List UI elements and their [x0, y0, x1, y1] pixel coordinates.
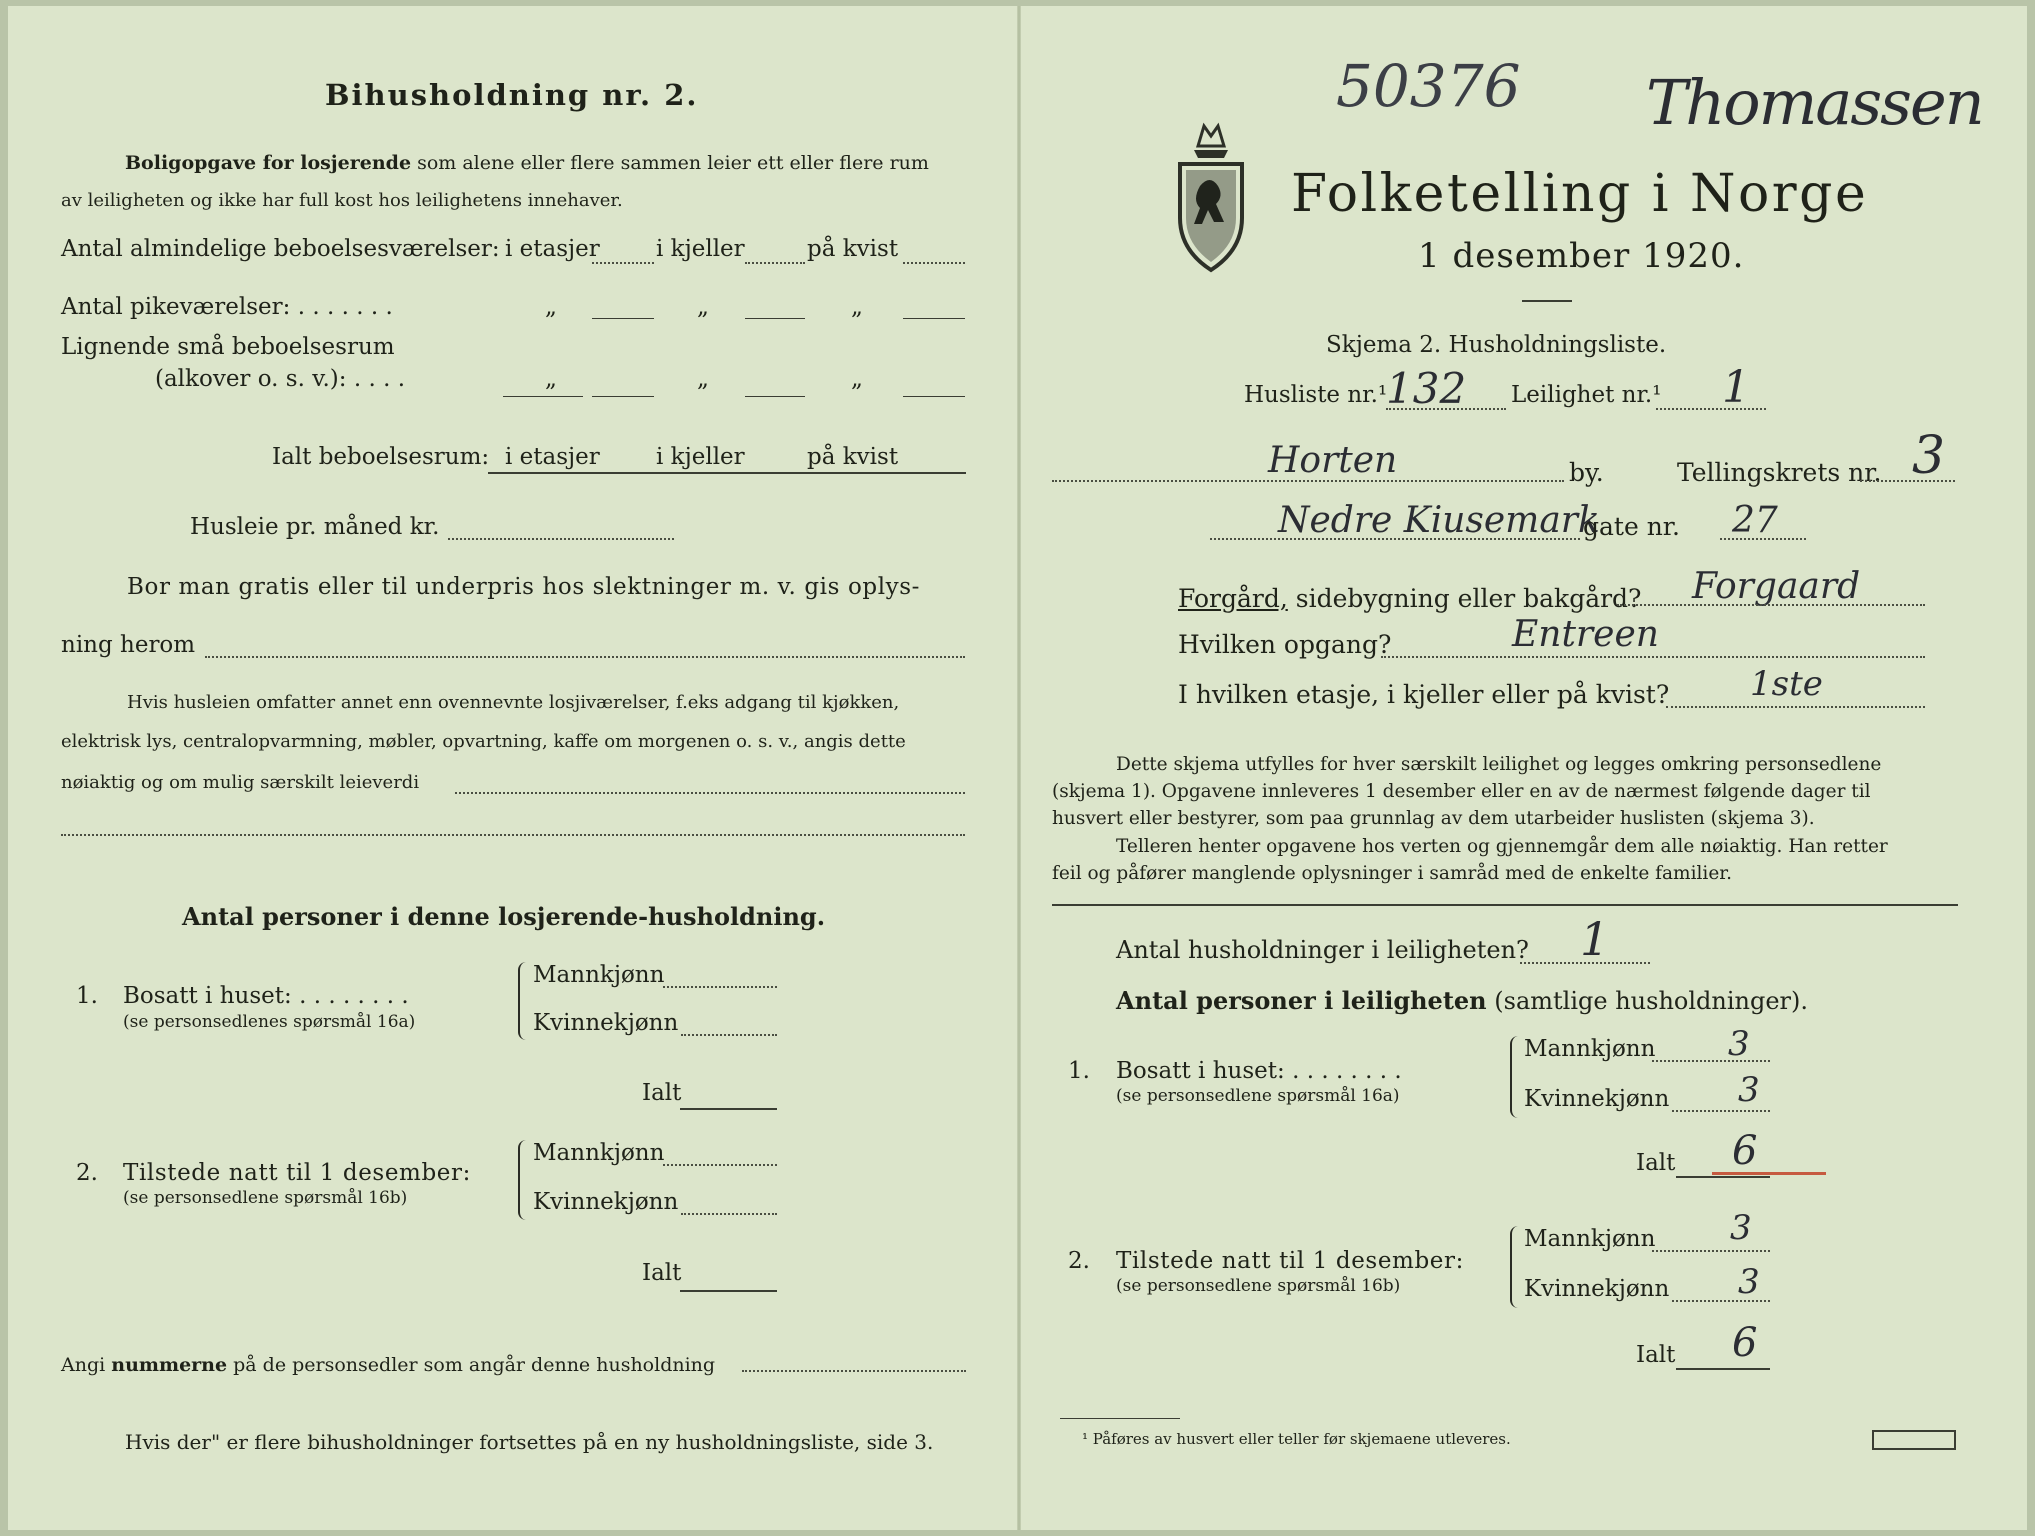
ialt-rooms-underline: [488, 472, 966, 474]
right-date: 1 desember 1920.: [1418, 236, 1745, 276]
street-value: Nedre Kiusemark: [1278, 500, 1600, 541]
small-ditto-2: „: [697, 366, 709, 392]
right-q1-kvinne-field: [1672, 1110, 1770, 1112]
right-q2-kvinne-field: [1672, 1300, 1770, 1302]
angi-line: [61, 1354, 715, 1376]
left-intro-rest: som alene eller flere sammen leier ett eller flere rum: [417, 152, 929, 174]
right-q1-mann-value: 3: [1728, 1024, 1750, 1064]
left-q2-kvinne-label: Kvinnekjønn: [533, 1189, 679, 1215]
forgaard-line: [1178, 584, 1641, 613]
ialt-kvist-label: på kvist: [807, 444, 899, 470]
opgang-value: Entreen: [1512, 614, 1659, 655]
extra-line2: elektrisk lys, centralopvarmning, møbler, opvartning, kaffe om morgenen o. s. v., angis dette: [61, 731, 906, 752]
hush-field: [1520, 962, 1650, 964]
red-pencil-underline: [1712, 1172, 1826, 1175]
left-q2-mann-label: Mannkjønn: [533, 1140, 665, 1166]
skjema-line: [1326, 332, 1666, 358]
left-q2-mann-field: [663, 1164, 777, 1166]
left-persons-heading: Antal personer i denne losjerende-husholdning.: [182, 902, 826, 931]
page-fold: [1017, 6, 1021, 1530]
hush-label: Antal husholdninger i leiligheten?: [1116, 936, 1529, 964]
rooms-etasjer-label: i etasjer: [505, 236, 600, 262]
pike-field-3: [903, 318, 965, 319]
right-q2-kvinne-value: 3: [1738, 1262, 1760, 1302]
instructions-rule: [1052, 904, 1958, 906]
rent-label: Husleie pr. måned kr.: [190, 514, 440, 540]
small-rooms-label: Lignende små beboelsesrum: [61, 334, 395, 360]
left-q1-kvinne-field: [681, 1034, 777, 1036]
left-q2-ialt-field: [680, 1290, 777, 1292]
left-title: Bihusholdning nr. 2.: [325, 78, 699, 112]
right-q2-mann-value: 3: [1730, 1208, 1752, 1248]
handwritten-name: Thomassen: [1646, 66, 1983, 139]
right-q1-mann-label: Mannkjønn: [1524, 1036, 1656, 1062]
right-q1-mann-field: [1652, 1060, 1770, 1062]
extra-field: [455, 792, 965, 794]
small-field-0: [503, 396, 583, 397]
skjema-number: 2.: [1419, 332, 1442, 358]
small-field-2: [745, 396, 805, 397]
right-q1-kvinne-label: Kvinnekjønn: [1524, 1086, 1670, 1112]
forgaard-rest: sidebygning eller bakgård?: [1295, 584, 1642, 613]
right-q2-label: Tilstede natt til 1 desember:: [1116, 1248, 1464, 1274]
left-q2-brace: [518, 1140, 528, 1220]
left-q2-kvinne-field: [681, 1213, 777, 1215]
footnote-rule: [1060, 1418, 1180, 1419]
printer-stamp: [1872, 1430, 1956, 1450]
forgaard-field: [1617, 604, 1925, 606]
instr1-line3: husvert eller bestyrer, som paa grunnlag av dem utarbeider huslisten (skjema 3).: [1052, 808, 1815, 829]
etasje-label: I hvilken etasje, i kjeller eller på kvist?: [1178, 680, 1670, 709]
leilighet-value: 1: [1722, 362, 1750, 413]
gratis-line1: Bor man gratis eller til underpris hos slektninger m. v. gis oplys-: [127, 574, 921, 600]
city-field: [1052, 480, 1564, 482]
angi-field: [742, 1370, 966, 1372]
krets-field: [1860, 480, 1955, 482]
rooms-kjeller-field: [745, 262, 805, 264]
instr2-line1: Telleren henter opgavene hos verten og gjennemgår dem alle nøiaktig. Han retter: [1116, 836, 1888, 857]
gratis-line2: ning herom: [61, 632, 196, 658]
ialt-rooms-label: Ialt beboelsesrum:: [272, 444, 490, 470]
pike-label: Antal pikeværelser: . . . . . . .: [61, 294, 393, 320]
small-rooms-sub: (alkover o. s. v.): . . . .: [155, 366, 406, 392]
left-q1-kvinne-label: Kvinnekjønn: [533, 1010, 679, 1036]
gate-label: gate nr.: [1583, 512, 1680, 541]
pike-ditto-1: „: [545, 294, 557, 320]
skjema-label: Skjema: [1326, 332, 1412, 358]
left-q1-sub: (se personsedlenes spørsmål 16a): [123, 1012, 416, 1032]
left-q1-num: 1.: [76, 983, 98, 1009]
husliste-label: Husliste nr.¹: [1244, 382, 1388, 408]
extra-field-2: [61, 834, 965, 836]
small-field-1: [592, 396, 654, 397]
angi-rest: på de personsedler som angår denne husholdning: [233, 1354, 716, 1376]
left-q1-ialt-label: Ialt: [642, 1080, 682, 1106]
gate-field: [1720, 538, 1806, 540]
right-q2-sub: (se personsedlene spørsmål 16b): [1116, 1276, 1401, 1296]
ialt-kjeller-label: i kjeller: [656, 444, 745, 470]
left-intro: [125, 152, 929, 174]
leilighet-field: [1656, 408, 1766, 410]
right-q1-brace: [1510, 1036, 1520, 1118]
gate-value: 27: [1732, 500, 1778, 541]
left-q1-mann-label: Mannkjønn: [533, 962, 665, 988]
right-q1-ialt-label: Ialt: [1636, 1150, 1676, 1176]
krets-value: 3: [1912, 426, 1946, 486]
ialt-etasjer-label: i etasjer: [505, 444, 600, 470]
pike-ditto-3: „: [851, 294, 863, 320]
opgang-field: [1381, 656, 1925, 658]
right-q2-kvinne-label: Kvinnekjønn: [1524, 1276, 1670, 1302]
krets-label: Tellingskrets nr.: [1677, 458, 1882, 487]
small-ditto-0: „: [545, 366, 557, 392]
rooms-kvist-label: på kvist: [807, 236, 899, 262]
stamp-number: 50376: [1336, 52, 1521, 120]
right-q2-brace: [1510, 1226, 1520, 1308]
left-intro-bold: Boligopgave for losjerende: [125, 152, 412, 174]
pike-field-2: [745, 318, 805, 319]
left-q2-num: 2.: [76, 1160, 98, 1186]
right-q2-num: 2.: [1068, 1248, 1090, 1274]
right-title: Folketelling i Norge: [1291, 164, 1869, 224]
extra-line3: nøiaktig og om mulig særskilt leieverdi: [61, 772, 420, 793]
pike-field-1: [592, 318, 654, 319]
hush-value: 1: [1580, 912, 1610, 966]
right-q1-ialt-field: [1676, 1176, 1770, 1178]
small-field-3: [903, 396, 965, 397]
extra-line1: Hvis husleien omfatter annet enn ovennevnte losjiværelser, f.eks adgang til kjøkken,: [127, 692, 900, 713]
right-q1-kvinne-value: 3: [1738, 1070, 1760, 1110]
right-q1-label: Bosatt i huset: . . . . . . . .: [1116, 1058, 1402, 1084]
rent-field: [448, 538, 674, 540]
coat-of-arms-icon: [1168, 122, 1254, 274]
leilighet-label: Leilighet nr.¹: [1511, 382, 1662, 408]
right-persons-rest: (samtlige husholdninger).: [1494, 987, 1809, 1015]
right-q1-ialt-value: 6: [1732, 1128, 1758, 1174]
gratis-field: [205, 656, 965, 658]
right-q2-mann-label: Mannkjønn: [1524, 1226, 1656, 1252]
right-persons-bold: Antal personer i leiligheten: [1116, 986, 1487, 1015]
etasje-field: [1666, 706, 1925, 708]
instr1-line1: Dette skjema utfylles for hver særskilt leilighet og legges omkring personsedlene: [1116, 754, 1882, 775]
street-field: [1210, 538, 1580, 540]
pike-ditto-2: „: [697, 294, 709, 320]
angi-bold: nummerne: [111, 1354, 228, 1376]
rooms-label: Antal almindelige beboelsesværelser:: [61, 236, 500, 262]
by-label: by.: [1569, 458, 1604, 487]
etasje-value: 1ste: [1750, 664, 1823, 704]
city-value: Horten: [1268, 440, 1398, 481]
left-q2-ialt-label: Ialt: [642, 1260, 682, 1286]
left-q1-mann-field: [663, 986, 777, 988]
rooms-kjeller-label: i kjeller: [656, 236, 745, 262]
left-intro-line2: av leiligheten og ikke har full kost hos leilighetens innehaver.: [61, 190, 623, 211]
rooms-kvist-field: [903, 262, 965, 264]
small-ditto-3: „: [851, 366, 863, 392]
husliste-field: [1386, 408, 1506, 410]
right-q1-sub: (se personsedlene spørsmål 16a): [1116, 1086, 1400, 1106]
instr1-line2: (skjema 1). Opgavene innleveres 1 desember eller en av de nærmest følgende dager til: [1052, 781, 1871, 802]
left-q1-brace: [518, 962, 528, 1040]
opgang-label: Hvilken opgang?: [1178, 630, 1392, 659]
left-q1-ialt-field: [680, 1108, 777, 1110]
husliste-value: 132: [1386, 364, 1467, 413]
right-q2-mann-field: [1652, 1250, 1770, 1252]
angi-pre: Angi: [61, 1354, 106, 1376]
instr2-line2: feil og påfører manglende oplysninger i samråd med de enkelte familier.: [1052, 863, 1732, 884]
right-q1-num: 1.: [1068, 1058, 1090, 1084]
left-footer: Hvis der" er flere bihusholdninger fortsettes på en ny husholdningsliste, side 3.: [125, 1430, 934, 1454]
left-q2-label: Tilstede natt til 1 desember:: [123, 1160, 471, 1186]
right-q2-ialt-value: 6: [1732, 1320, 1758, 1366]
left-q1-label: Bosatt i huset: . . . . . . . .: [123, 983, 409, 1009]
forgaard-underlined: Forgård,: [1178, 584, 1288, 613]
rooms-etasjer-field: [592, 262, 654, 264]
right-q2-ialt-field: [1676, 1368, 1770, 1370]
title-rule: [1522, 300, 1572, 302]
forgaard-value: Forgaard: [1692, 566, 1861, 607]
skjema-rest: Husholdningsliste.: [1448, 332, 1667, 358]
right-q2-ialt-label: Ialt: [1636, 1342, 1676, 1368]
left-q2-sub: (se personsedlene spørsmål 16b): [123, 1188, 408, 1208]
right-persons-heading: [1116, 986, 1808, 1015]
right-footnote: ¹ Påføres av husvert eller teller før skjemaene utleveres.: [1082, 1430, 1511, 1448]
